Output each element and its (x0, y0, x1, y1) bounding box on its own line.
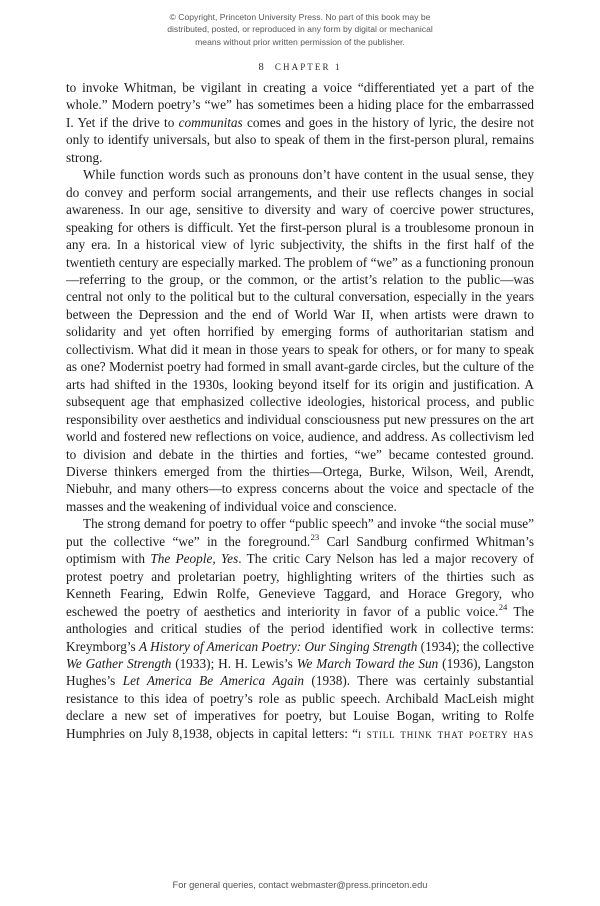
chapter-label: CHAPTER 1 (274, 62, 342, 72)
running-head (0, 57, 600, 75)
italic-title: We March Toward the Sun (296, 655, 439, 671)
copyright-line-3: means without prior written permission of the publisher. (195, 36, 405, 47)
text-run: While function words such as pronouns don’t have content in the usual sense, they do convey and perform social arrangements, and their use reflects changes in social awareness. In our age, sensitive to diversity and wary of coercive power structures, speaking for others is difficult. Yet the first-person plural is a troublesome pronoun in any era. In a historical view of lyric subjectivity, the shifts in the first half of the twentieth century are especially marked. The problem of “we” as a functioning pronoun—referring to the group, or the common, or the artist’s relation to the public—was central not only to the political but to the cultural conversation, especially in the years between the Depression and the end of World War II, when artists were drawn to solidarity and yet often horrified by emerging forms of authoritarian statism and collectivism. What did it mean in those years to speak for others, or for many to speak as one? Modernist poetry had formed in small avant-garde circles, but the culture of the arts had shifted in the 1930s, looking beyond itself for its origin and justification. A subsequent age that emphasized collective ideologies, historical process, and public responsibility over aesthetics and individual consciousness put new pressures on the art world and fostered new reflections on voice, audience, and address. As collectivism led to division and debate in the thirties and forties, “we” became contested ground. Diverse thinkers emerged from the thirties—Ortega, Burke, Wilson, Weil, Arendt, Niebuhr, and many others—to express concerns about the voice and spectacle of the masses and the weakening of individual voice and conscience. (66, 167, 534, 514)
footer-query-line: For general queries, contact webmaster@press.princeton.edu (172, 880, 428, 890)
text-run: comes and goes in the history of lyric, the desire not only to identify universals, but also to speak of them in the first-person plural, remains strong. (66, 114, 534, 165)
copyright-line-1: © Copyright, Princeton University Press. No part of this book may be (169, 12, 431, 22)
text-run: (1933); H. H. Lewis’s (171, 655, 297, 671)
page-folio: 8 (258, 62, 264, 73)
text-run: . The critic Cary Nelson has led a major recovery of protest poetry and proletarian poetry, highlighting writers of the thirties such as Kenneth Fearing, Edwin Rolfe, Genevieve Taggard, and Horace Gregory, who eschewed the poetry of aesthetics and interiority in favor of a public voice. (66, 551, 535, 619)
italic-title: The People, Yes (150, 551, 239, 567)
italic-title: Let America Be America Again (122, 673, 304, 689)
footnote-reference: 23 (310, 532, 320, 543)
text-run: (1936), Langston Hughes’s (66, 655, 534, 689)
body-text-block (66, 79, 534, 742)
text-run: The anthologies and critical studies of the period identified work in collective terms: Kreymborg’s (66, 603, 534, 654)
text-run: Carl Sandburg confirmed Whitman’s optimism with (66, 533, 534, 567)
italic-title: We Gather Strength (66, 655, 172, 671)
para-continued (66, 79, 534, 166)
text-run: (1938). There was certainly substantial resistance to this idea of poetry’s role as public speech. Archibald MacLeish might declare a new set of imperatives for poetry, but Louise Bogan, writing to Rolfe Humphries on July 8,1938, objects in capital letters: “ (66, 673, 534, 741)
small-caps-quote: i still think that poetry has (357, 725, 534, 741)
para-public-speech (66, 515, 534, 742)
footnote-reference: 24 (498, 602, 508, 613)
para-function-words (66, 166, 534, 515)
italic-title: communitas (178, 114, 243, 130)
text-run: (1934); the collective (417, 638, 534, 654)
copyright-notice (105, 11, 495, 48)
italic-title: A History of American Poetry: Our Singing Strength (139, 638, 418, 654)
copyright-line-2: distributed, posted, or reproduced in any form by digital or mechanical (167, 24, 433, 35)
text-run: to invoke Whitman, be vigilant in creating a voice “differentiated yet a part of the whole.” Modern poetry’s “we” has sometimes been a hiding place for the embarrassed I. Yet if the drive to (66, 80, 534, 130)
text-run: The strong demand for poetry to offer “public speech” and invoke “the social muse” put the collective “we” in the foreground. (66, 516, 534, 549)
